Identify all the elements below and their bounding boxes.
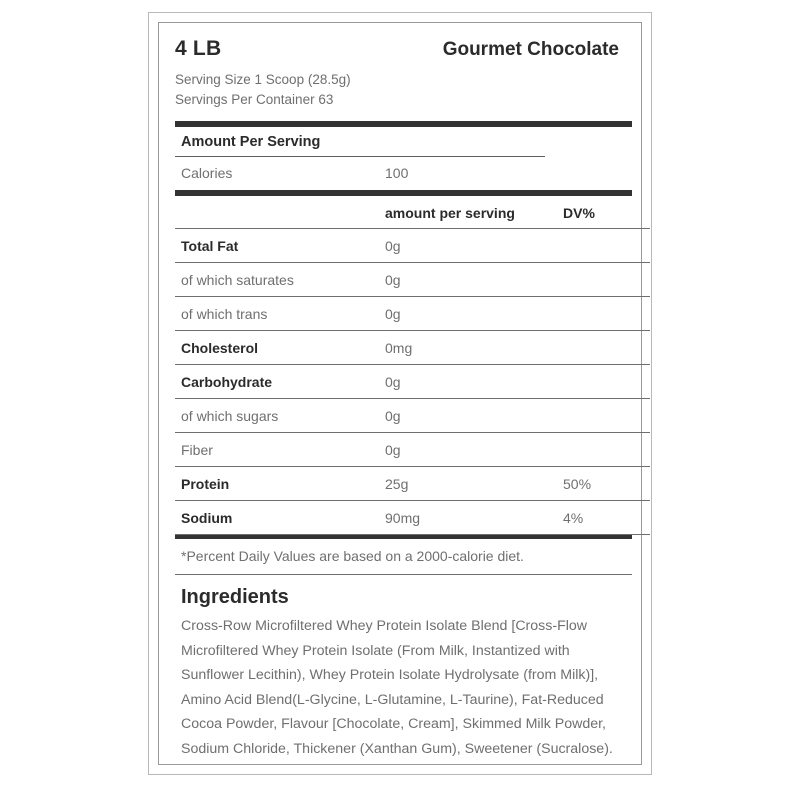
- nutrient-daily-value: [557, 297, 650, 331]
- column-header-table: [175, 196, 650, 229]
- nutrient-name: Total Fat: [175, 229, 379, 263]
- nutrient-name: Protein: [175, 467, 379, 501]
- column-header-row: [175, 196, 650, 229]
- serving-size: Serving Size 1 Scoop (28.5g): [175, 72, 351, 87]
- nutrient-amount: 0g: [379, 399, 557, 433]
- ingredients-text: Cross-Row Microfiltered Whey Protein Isolate Blend [Cross-Flow Microfiltered Whey Protein Isolate (From Milk, Instantized with Sunflower Lecithin), Whey Protein Isolate Hydrolysate (from Milk)], Amino Acid Blend(L-Glycine, L-Glutamine, L-Taurine), Fat-Reduced Cocoa Powder, Flavour [Chocolate, Cream], Skimmed Milk Powder, Sodium Chloride, Thickener (Xanthan Gum), Sweetener (Sucralose).: [181, 618, 613, 757]
- nutrient-name: Fiber: [175, 433, 379, 467]
- nutrient-amount: 25g: [379, 467, 557, 501]
- nutrient-name: of which sugars: [175, 399, 379, 433]
- table-row: [175, 263, 650, 297]
- package-size: 4 LB: [175, 37, 222, 60]
- nutrient-table: [175, 229, 650, 535]
- nutrient-daily-value: 4%: [557, 501, 650, 535]
- nutrient-amount: 0mg: [379, 331, 557, 365]
- nutrient-daily-value: [557, 331, 650, 365]
- product-flavour: Gourmet Chocolate: [442, 39, 619, 60]
- column-header-name: [175, 196, 379, 229]
- ingredients-heading: Ingredients: [181, 586, 289, 608]
- nutrient-amount: 0g: [379, 365, 557, 399]
- label-outer-frame: [148, 12, 652, 775]
- column-header-amount: amount per serving: [379, 196, 557, 229]
- table-row: [175, 229, 650, 263]
- nutrient-name: Cholesterol: [175, 331, 379, 365]
- nutrient-name: Sodium: [175, 501, 379, 535]
- calories-table: [175, 157, 650, 190]
- table-row: [175, 501, 650, 535]
- amount-per-serving-heading: Amount Per Serving: [175, 127, 545, 157]
- calories-dv: [557, 157, 650, 190]
- nutrient-amount: 0g: [379, 229, 557, 263]
- table-row: [175, 399, 650, 433]
- table-row: [175, 331, 650, 365]
- calories-label: Calories: [181, 165, 233, 181]
- table-row: [175, 467, 650, 501]
- nutrient-name: Carbohydrate: [175, 365, 379, 399]
- nutrient-daily-value: 50%: [557, 467, 650, 501]
- table-row-calories: [175, 157, 650, 190]
- nutrient-amount: 0g: [379, 297, 557, 331]
- nutrient-name: of which saturates: [175, 263, 379, 297]
- nutrient-daily-value: [557, 399, 650, 433]
- nutrient-daily-value: [557, 365, 650, 399]
- daily-value-footnote: *Percent Daily Values are based on a 2000-calorie diet.: [175, 539, 632, 575]
- table-row: [175, 365, 650, 399]
- label-content: [175, 37, 629, 758]
- nutrient-name: of which trans: [175, 297, 379, 331]
- nutrient-amount: 0g: [379, 263, 557, 297]
- table-row: [175, 433, 650, 467]
- table-row: [175, 297, 650, 331]
- nutrient-amount: 0g: [379, 433, 557, 467]
- label-inner-frame: [158, 22, 642, 765]
- nutrient-amount: 90mg: [379, 501, 557, 535]
- column-header-dv: DV%: [557, 196, 650, 229]
- nutrient-daily-value: [557, 263, 650, 297]
- servings-per-container: Servings Per Container 63: [175, 92, 334, 107]
- label-header: [175, 37, 629, 61]
- nutrient-daily-value: [557, 229, 650, 263]
- serving-info: [175, 70, 629, 110]
- nutrient-daily-value: [557, 433, 650, 467]
- calories-value: 100: [385, 165, 409, 181]
